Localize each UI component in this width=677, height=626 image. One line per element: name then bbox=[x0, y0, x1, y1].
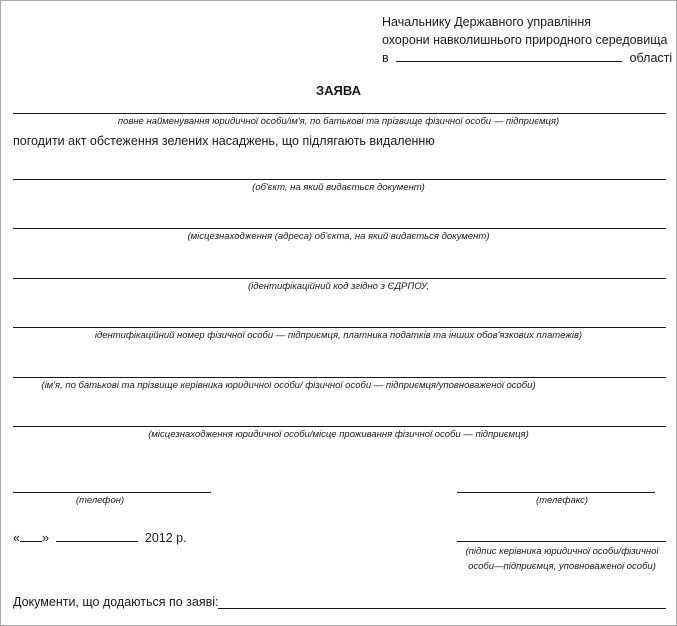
signature-field[interactable] bbox=[457, 541, 666, 542]
tax-id-caption: ідентифікаційний номер фізичної особи — підприємця, платника податків та інших обов'язкових платежів) bbox=[94, 330, 583, 341]
addressee-suffix: області bbox=[629, 51, 673, 65]
addressee-prefix: в bbox=[382, 51, 389, 65]
request-text: погодити акт обстеження зелених насаджень, що підлягають видаленню bbox=[13, 134, 435, 148]
entity-name-field[interactable] bbox=[13, 113, 666, 114]
document-title: ЗАЯВА bbox=[315, 83, 361, 98]
region-field[interactable] bbox=[396, 50, 622, 62]
date-day-field[interactable] bbox=[20, 530, 42, 542]
manager-caption: (ім'я, по батькові та прізвище керівника юридичної особи/ фізичної особи — підприємця/уповноваженої особи) bbox=[41, 380, 536, 391]
object-location-field[interactable] bbox=[13, 228, 666, 229]
entity-location-field[interactable] bbox=[13, 426, 666, 427]
date-close-quote: » bbox=[41, 531, 49, 545]
edrpou-caption: (ідентифікаційний код згідно з ЄДРПОУ, bbox=[248, 281, 429, 292]
date-row bbox=[13, 530, 187, 546]
entity-location-caption: (місцезнаходження юридичної особи/місце проживання фізичної особи — підприємця) bbox=[148, 429, 529, 440]
attachments-field[interactable] bbox=[218, 608, 666, 609]
date-open-quote: « bbox=[13, 531, 20, 545]
date-month-field[interactable] bbox=[56, 530, 138, 542]
entity-name-caption: повне найменування юридичної особи/ім'я, по батькові та прізвище фізичної особи — підприємця) bbox=[117, 116, 560, 127]
attachments-label: Документи, що додаються по заяві: bbox=[13, 595, 219, 609]
phone-field[interactable] bbox=[13, 492, 211, 493]
phone-caption: (телефон) bbox=[75, 495, 125, 506]
signature-caption-line-1: (підпис керівника юридичної особи/фізичної bbox=[465, 546, 659, 557]
tax-id-field[interactable] bbox=[13, 327, 666, 328]
signature-caption-line-2: особи—підприємця, уповноваженої особи) bbox=[468, 561, 656, 572]
object-field[interactable] bbox=[13, 179, 666, 180]
fax-field[interactable] bbox=[457, 492, 655, 493]
edrpou-field[interactable] bbox=[13, 278, 666, 279]
object-caption: (об'єкт, на який видається документ) bbox=[252, 182, 425, 193]
object-location-caption: (місцезнаходження (адреса) об'єкта, на який видається документ) bbox=[187, 231, 490, 242]
date-year: 2012 р. bbox=[144, 531, 187, 545]
addressee-region-row bbox=[382, 50, 672, 66]
fax-caption: (телефакс) bbox=[535, 495, 589, 506]
addressee-line-2: охорони навколишнього природного середовища bbox=[382, 33, 668, 47]
addressee-line-1: Начальнику Державного управління bbox=[382, 15, 592, 29]
manager-name-field[interactable] bbox=[13, 377, 666, 378]
